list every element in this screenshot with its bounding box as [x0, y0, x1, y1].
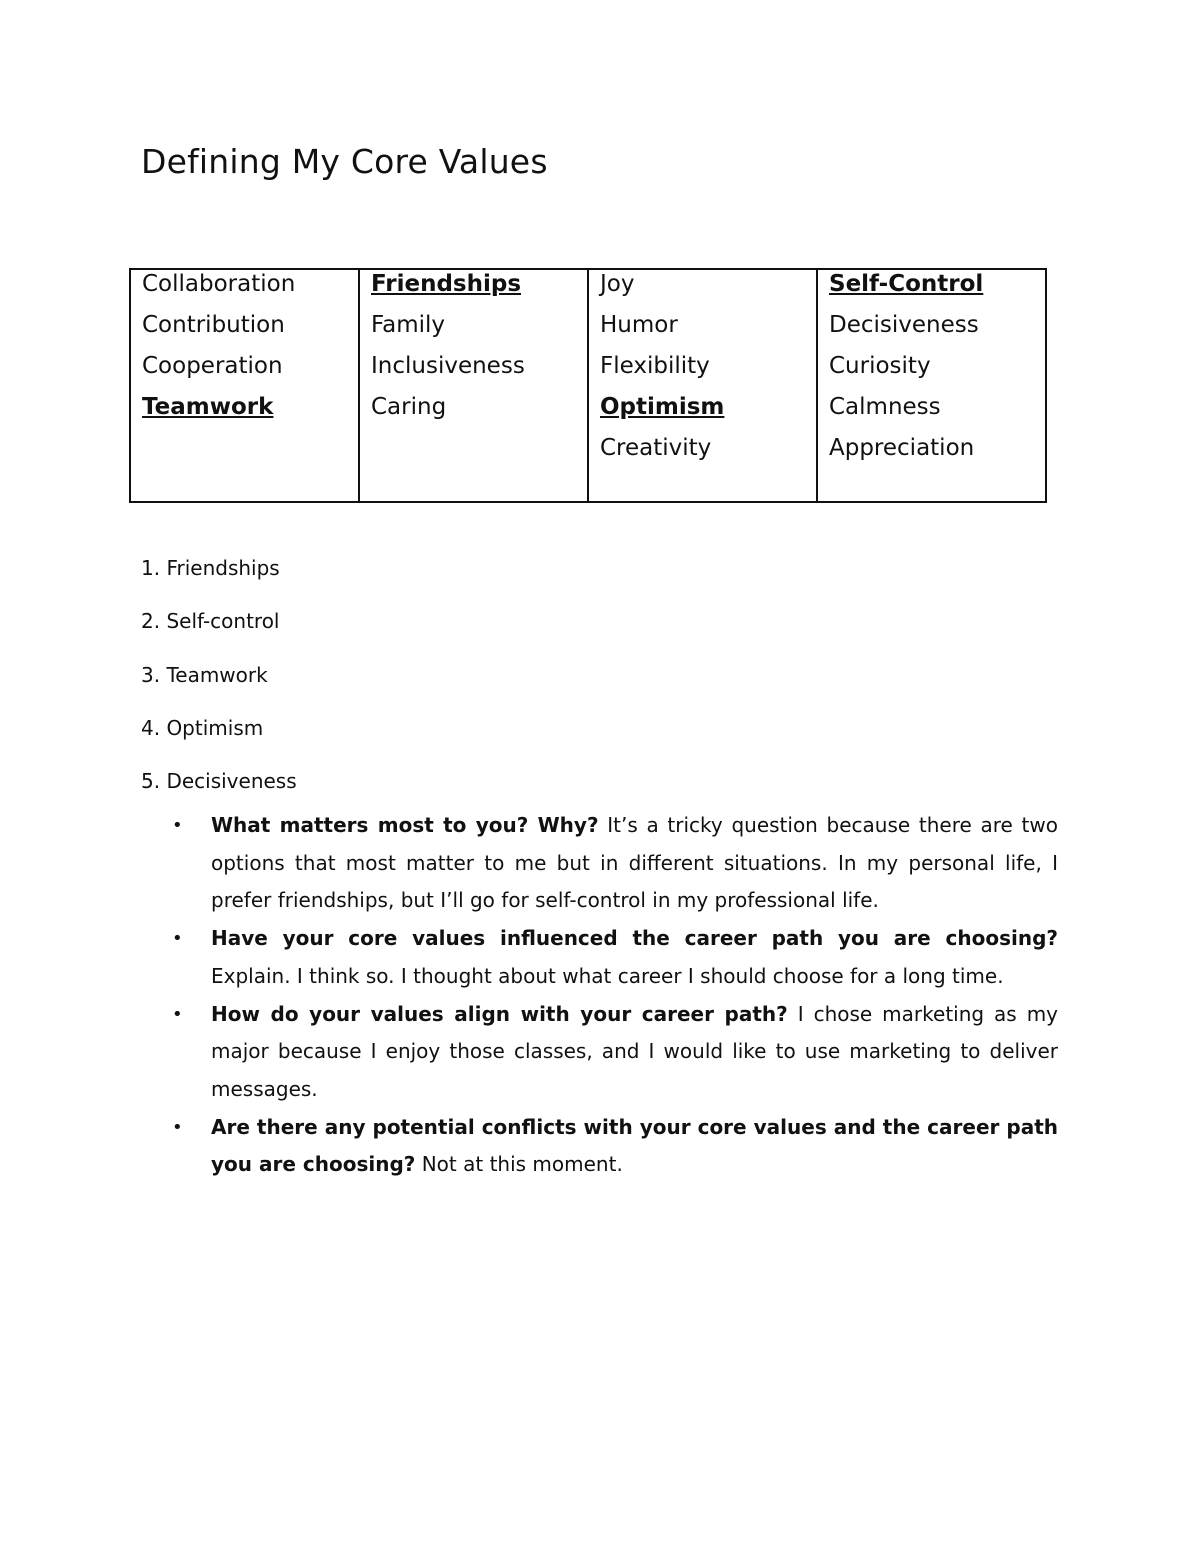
- value-item: Cooperation: [142, 353, 283, 379]
- value-item: Curiosity: [829, 353, 931, 379]
- value-item-selected: Friendships: [371, 271, 522, 297]
- ranked-value-item: 1. Friendships: [141, 556, 280, 580]
- value-item: Appreciation: [829, 435, 975, 461]
- question-item: [172, 807, 1058, 920]
- value-item: Caring: [371, 394, 447, 420]
- answer-text: It’s a tricky question because there are two options that most matter to me but in different situations. In my personal life, I prefer friendships, but I’ll go for self-control in my professional life.: [211, 813, 1058, 913]
- values-column-3: [589, 270, 818, 501]
- value-item: Decisiveness: [829, 312, 979, 338]
- value-item-selected: Self-Control: [829, 271, 984, 297]
- value-item: Collaboration: [142, 271, 296, 297]
- ranked-value-item: 3. Teamwork: [141, 662, 268, 687]
- core-values-table: [129, 268, 1047, 503]
- reflection-questions-list: [172, 807, 1058, 1184]
- values-column-2: [360, 270, 589, 501]
- value-item: Joy: [600, 271, 635, 297]
- question-item: [172, 920, 1058, 995]
- bullet-icon: •: [172, 928, 183, 950]
- answer-text: Not at this moment.: [421, 1152, 623, 1177]
- page-title: Defining My Core Values: [141, 142, 548, 181]
- values-column-1: [131, 270, 360, 501]
- answer-text: Explain. I think so. I thought about what career I should choose for a long time.: [211, 963, 1004, 988]
- value-item: Inclusiveness: [371, 353, 525, 379]
- value-item-selected: Optimism: [600, 394, 725, 420]
- ranked-value-item: 4. Optimism: [141, 715, 264, 740]
- values-column-4: [818, 270, 1045, 501]
- ranked-values-list: [141, 542, 297, 808]
- bullet-icon: •: [172, 1003, 183, 1025]
- value-item: Contribution: [142, 312, 285, 338]
- value-item: Family: [371, 312, 446, 338]
- ranked-value-item: 2. Self-control: [141, 609, 280, 634]
- question-item: [172, 1109, 1058, 1184]
- value-item: Creativity: [600, 435, 712, 461]
- bullet-icon: •: [172, 815, 183, 836]
- value-item: Humor: [600, 312, 678, 338]
- ranked-value-item: 5. Decisiveness: [141, 769, 297, 794]
- answer-text: I chose marketing as my major because I enjoy those classes, and I would like to use marketing to deliver messages.: [211, 1001, 1059, 1101]
- bullet-icon: •: [172, 1116, 183, 1138]
- value-item: Calmness: [829, 394, 941, 420]
- question-text: Are there any potential conflicts with your core values and the career path you are choosing?: [211, 1114, 1058, 1177]
- question-item: [172, 996, 1058, 1109]
- question-text: What matters most to you? Why?: [211, 813, 599, 837]
- value-item-selected: Teamwork: [142, 394, 274, 420]
- question-text: How do your values align with your career path?: [211, 1001, 788, 1026]
- question-text: Have your core values influenced the career path you are choosing?: [211, 926, 1058, 951]
- value-item: Flexibility: [600, 353, 710, 379]
